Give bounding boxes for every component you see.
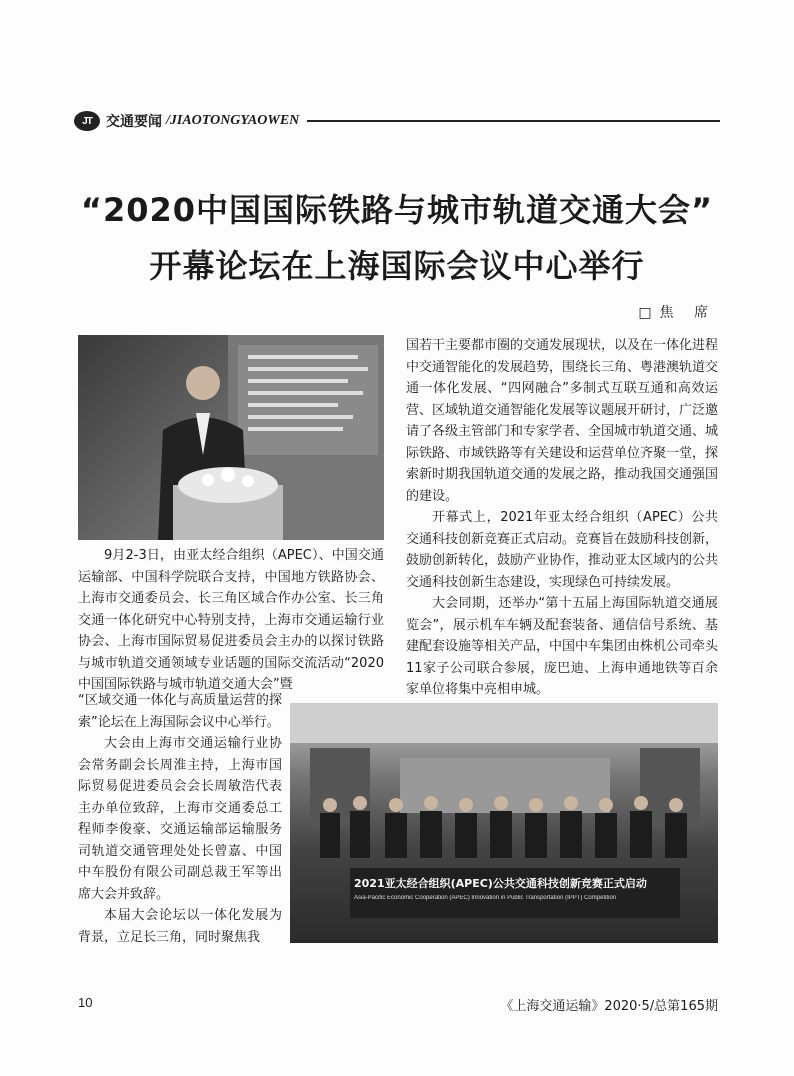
journal-citation: 《上海交通运输》2020·5/总第165期 [500,999,718,1014]
author-byline: □焦 席 [638,305,716,321]
paragraph-text: 国若干主要都市圈的交通发展现状，以及在一体化进程中交通智能化的发展趋势，围绕长三角、粤港澳轨道交通一体化发展、“四网融合”多制式互联互通和高效运营、区域轨道交通智能化发展等议题展开研讨，广泛邀请了各级主管部门和专家学者、全国城市轨道交通、城际铁路、市域铁路等有关建设和运营单位齐聚一堂，探索新时期我国轨道交通的发展之路，推动我国交通强国的建设。 [406,338,719,504]
ceremony-banner-en: Asia-Pacific Economic Cooperation (APEC) Innovation in Public Transportation (IPPT) Competition [354,895,617,901]
body-left-column [78,690,282,948]
paragraph-text: 大会由上海市交通运输行业协会常务副会长周淮主持，上海市国际贸易促进委员会会长周敏浩代表主办单位致辞，上海市交通委总工程师李俊豪、交通运输部运输服务司轨道交通管理处处长曾嘉、中国中车股份有限公司副总裁王军等出席大会并致辞。 [78,736,282,902]
section-title-en: /JIAOTONGYAOWEN [166,113,300,128]
ceremony-photo [290,703,718,943]
paragraph-text: 9月2-3日，由亚太经合组织（APEC）、中国交通运输部、中国科学院联合支持，中国地方铁路协会、上海市交通委员会、长三角区域合作办公室、长三角交通一体化研究中心特别支持，上海市交通运输行业协会、上海市国际贸易促进委员会主办的以探讨铁路与城市轨道交通领域专业话题的国际交流活动“2020中国国际铁路与城市轨道交通大会”暨 [78,548,384,692]
magazine-logo-icon: JT [74,111,100,131]
article-title [60,182,734,294]
body-paragraph-1 [78,545,384,696]
ceremony-photo-illustration [290,703,718,943]
paragraph-text: 开幕式上，2021年亚太经合组织（APEC）公共交通科技创新竞赛正式启动。竞赛旨在鼓励科技创新，鼓励创新转化，鼓励产业协作，推动亚太区域内的公共交通科技创新生态建设，实现绿色可持续发展。 [406,510,719,590]
section-header [74,108,720,134]
paragraph-text: 本届大会论坛以一体化发展为背景，立足长三角，同时聚焦我 [78,908,282,945]
speaker-photo-illustration [78,335,384,540]
title-line-1: “2020中国国际铁路与城市轨道交通大会” [80,191,714,229]
title-line-2: 开幕论坛在上海国际会议中心举行 [149,247,645,285]
header-divider [307,120,720,122]
page-number: 10 [78,995,93,1010]
paragraph-text: “区域交通一体化与高质量运营的探索”论坛在上海国际会议中心举行。 [78,693,282,730]
ceremony-banner: 2021亚太经合组织(APEC)公共交通科技创新竞赛正式启动 [354,877,647,890]
body-right-column [406,335,718,701]
speaker-photo [78,335,384,540]
section-title-cn: 交通要闻 [106,114,162,130]
paragraph-text: 大会同期，还举办“第十五届上海国际轨道交通展览会”，展示机车车辆及配套装备、通信信号系统、基建配套设施等相关产品，中国中车集团由株机公司牵头11家子公司联合参展，庞巴迪、上海申通地铁等百余家单位将集中亮相申城。 [406,596,719,697]
